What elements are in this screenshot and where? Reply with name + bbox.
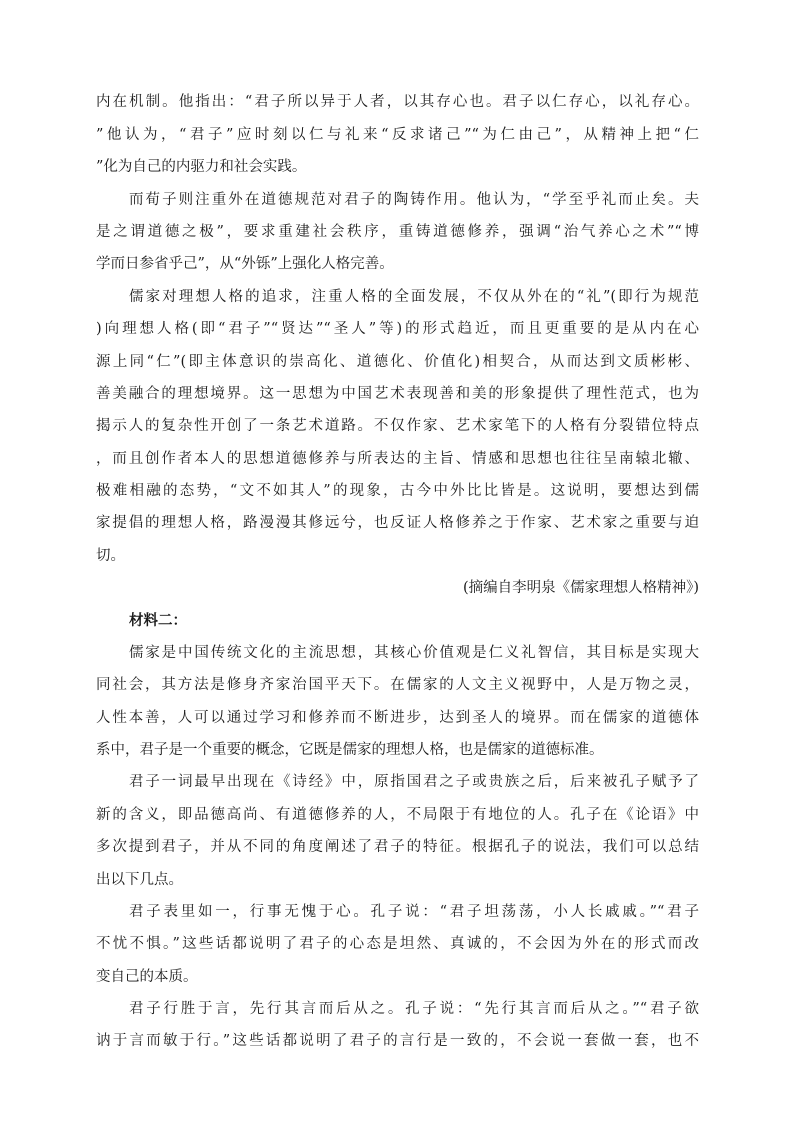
- text-line: 变自己的本质。: [96, 969, 198, 985]
- text-line: ”他认为，“君子”应时刻以仁与礼来“反求诸己”“为仁由己”，从精神上把“仁: [96, 127, 699, 143]
- text-line: 君子表里如一，行事无愧于心。孔子说：“君子坦荡荡，小人长戚戚。”“君子: [129, 904, 699, 920]
- text-line: )向理想人格(即“君子”“贤达”“圣人”等)的形式趋近，而且更重要的是从内在心: [96, 321, 699, 337]
- text-line: 善美融合的理想境界。这一思想为中国艺术表现善和美的形象提供了理性范式，也为: [96, 386, 699, 402]
- text-line: 不忧不惧。”这些话都说明了君子的心态是坦然、真诚的，不会因为外在的形式而改: [96, 936, 699, 952]
- text-line: 揭示人的复杂性开创了一条艺术道路。不仅作家、艺术家笔下的人格有分裂错位特点: [96, 418, 699, 434]
- text-line: 出以下几点。: [96, 872, 183, 888]
- text-line: ，而且创作者本人的思想道德修养与所表达的主旨、情感和思想也往往呈南辕北辙、: [96, 451, 699, 467]
- text-line: 源上同“仁”(即主体意识的崇高化、道德化、价值化)相契合，从而达到文质彬彬、: [96, 354, 699, 370]
- text-line: 君子一词最早出现在《诗经》中，原指国君之子或贵族之后，后来被孔子赋予了: [129, 774, 699, 790]
- section-heading: 材料二：: [129, 612, 187, 629]
- text-line: 切。: [96, 548, 125, 564]
- text-line: 新的含义，即品德高尚、有道德修养的人，不局限于有地位的人。孔子在《论语》中: [96, 807, 699, 823]
- source-citation: (摘编自李明泉《儒家理想人格精神》): [462, 580, 699, 596]
- text-line: 讷于言而敏于行。”这些话都说明了君子的言行是一致的，不会说一套做一套，也不: [96, 1033, 699, 1049]
- text-line: 内在机制。他指出：“君子所以异于人者，以其存心也。君子以仁存心，以礼存心。: [96, 94, 699, 110]
- text-line: 君子行胜于言，先行其言而后从之。孔子说：“先行其言而后从之。”“君子欲: [129, 1001, 699, 1017]
- text-line: 是之谓道德之极”，要求重建社会秩序，重铸道德修养，强调“治气养心之术”“博: [96, 224, 699, 240]
- text-line: 系中，君子是一个重要的概念，它既是儒家的理想人格，也是儒家的道德标准。: [96, 742, 604, 758]
- text-line: 同社会，其方法是修身齐家治国平天下。在儒家的人文主义视野中，人是万物之灵，: [96, 677, 699, 693]
- text-line: ”化为自己的内驱力和社会实践。: [96, 159, 307, 175]
- text-line: 儒家对理想人格的追求，注重人格的全面发展，不仅从外在的“礼”(即行为规范: [129, 289, 699, 305]
- text-line: 儒家是中国传统文化的主流思想，其核心价值观是仁义礼智信，其目标是实现大: [129, 645, 699, 661]
- text-line: 学而日参省乎己”，从“外铄”上强化人格完善。: [96, 256, 394, 272]
- text-line: 家提倡的理想人格，路漫漫其修远兮，也反证人格修养之于作家、艺术家之重要与迫: [96, 515, 699, 531]
- text-line: 多次提到君子，并从不同的角度阐述了君子的特征。根据孔子的说法，我们可以总结: [96, 839, 699, 855]
- text-line: 极难相融的态势，“文不如其人”的现象，古今中外比比皆是。这说明，要想达到儒: [96, 483, 699, 499]
- text-line: 人性本善，人可以通过学习和修养而不断进步，达到圣人的境界。而在儒家的道德体: [96, 710, 699, 726]
- text-line: 而荀子则注重外在道德规范对君子的陶铸作用。他认为，“学至乎礼而止矣。夫: [129, 192, 699, 208]
